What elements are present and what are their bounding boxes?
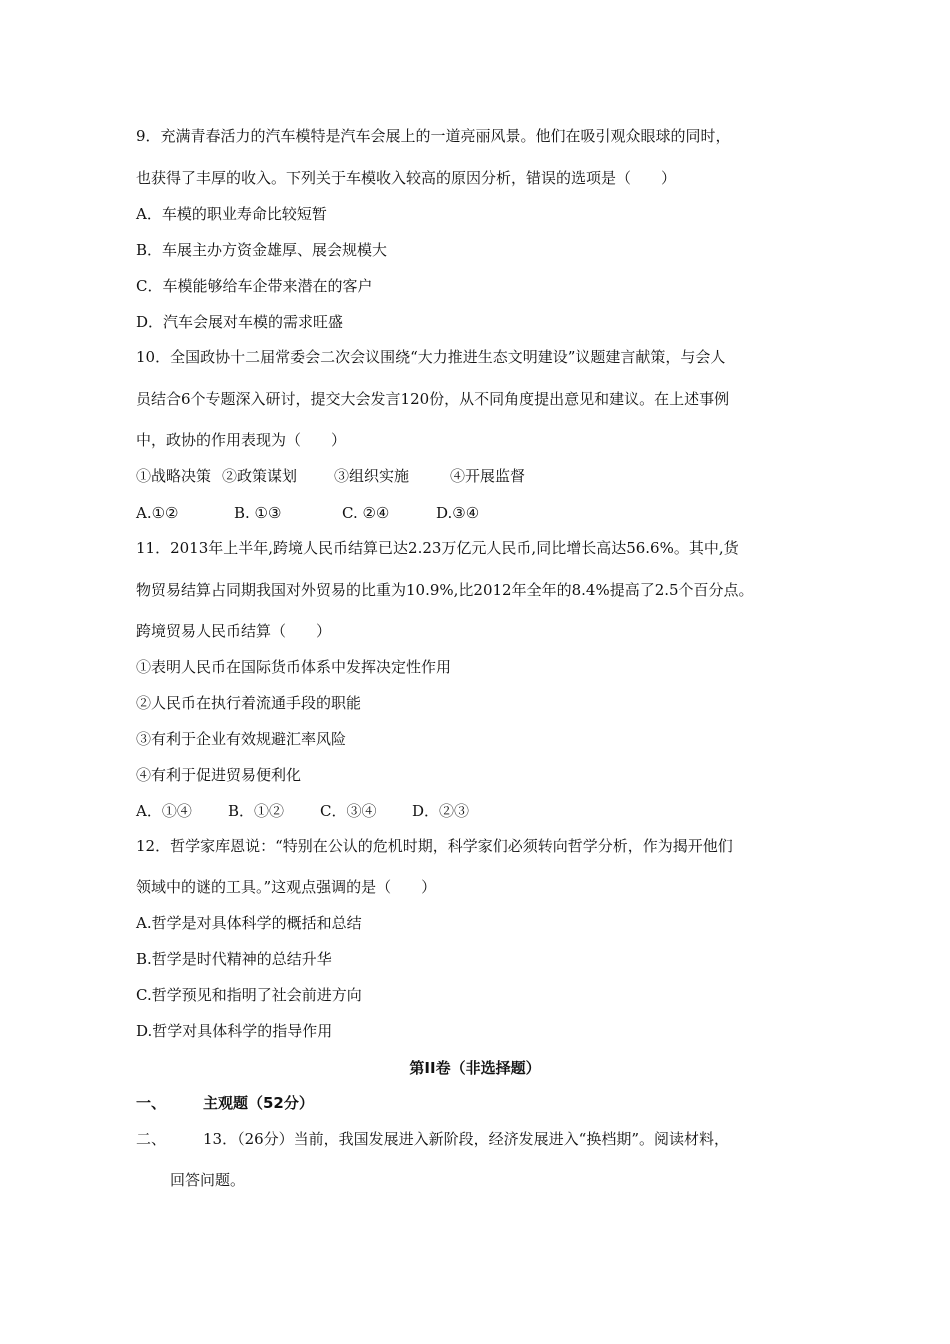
q10-item-3: ③组织实施	[334, 467, 410, 485]
q13-stem-line2: 回答问题。	[170, 1171, 246, 1189]
q13-stem-line1: 13．（26分）当前，我国发展进入新阶段，经济发展进入“换档期”。阅读材料，	[203, 1130, 730, 1148]
section-title: 第II卷（非选择题）	[409, 1059, 541, 1077]
q9-option-a: A．车模的职业寿命比较短暂	[136, 205, 327, 223]
q12-option-b: B.哲学是时代精神的总结升华	[136, 950, 332, 968]
q9-option-b: B．车展主办方资金雄厚、展会规模大	[136, 241, 388, 259]
q10-option-b: B. ①③	[234, 504, 282, 522]
q10-option-c: C. ②④	[342, 504, 390, 522]
q12-option-a: A.哲学是对具体科学的概括和总结	[136, 914, 362, 932]
q11-option-c: C．③④	[320, 802, 377, 820]
q10-stem-line3: 中，政协的作用表现为（ ）	[136, 431, 347, 449]
q10-stem-line1: 10．全国政协十二届常委会二次会议围绕“大力推进生态文明建设”议题建言献策，与会人	[136, 348, 726, 366]
part2-number: 二、	[136, 1130, 167, 1148]
q12-option-d: D.哲学对具体科学的指导作用	[136, 1022, 333, 1040]
q12-stem-line2: 领域中的谜的工具。”这观点强调的是（ ）	[136, 878, 437, 896]
q12-option-c: C.哲学预见和指明了社会前进方向	[136, 986, 362, 1004]
q11-item-1: ①表明人民币在国际货币体系中发挥决定性作用	[136, 658, 452, 676]
q11-item-3: ③有利于企业有效规避汇率风险	[136, 730, 347, 748]
q11-option-b: B．①②	[228, 802, 285, 820]
q10-options	[136, 503, 479, 523]
q11-item-4: ④有利于促进贸易便利化	[136, 766, 302, 784]
q9-stem-line1: 9．充满青春活力的汽车模特是汽车会展上的一道亮丽风景。他们在吸引观众眼球的同时，	[136, 127, 731, 145]
q10-items	[136, 466, 525, 486]
q10-item-2: ②政策谋划	[222, 467, 298, 485]
q9-option-d: D．汽车会展对车模的需求旺盛	[136, 313, 344, 331]
q12-stem-line1: 12．哲学家库恩说：“特别在公认的危机时期，科学家们必须转向哲学分析，作为揭开他们	[136, 837, 733, 855]
q10-item-1: ①战略决策	[136, 467, 212, 485]
q10-item-4: ④开展监督	[450, 467, 526, 485]
q10-stem-line2: 员结合6个专题深入研讨，提交大会发言120份，从不同角度提出意见和建议。在上述事例	[136, 390, 730, 408]
q9-option-c: C．车模能够给车企带来潜在的客户	[136, 277, 373, 295]
q11-options	[136, 801, 469, 821]
q11-stem-line1: 11．2013年上半年,跨境人民币结算已达2.23万亿元人民币,同比增长高达56.6%。其中,货	[136, 539, 739, 557]
q11-stem-line3: 跨境贸易人民币结算（ ）	[136, 622, 332, 640]
q11-option-d: D．②③	[412, 802, 470, 820]
q11-item-2: ②人民币在执行着流通手段的职能	[136, 694, 362, 712]
part1-number: 一、	[136, 1094, 167, 1112]
q10-option-d: D.③④	[436, 504, 480, 522]
q11-option-a: A．①④	[136, 802, 192, 820]
q10-option-a: A.①②	[136, 504, 179, 522]
q11-stem-line2: 物贸易结算占同期我国对外贸易的比重为10.9%,比2012年全年的8.4%提高了2.5个百分点。	[136, 581, 754, 599]
part1-heading: 主观题（52分）	[203, 1094, 314, 1112]
q9-stem-line2: 也获得了丰厚的收入。下列关于车模收入较高的原因分析，错误的选项是（ ）	[136, 169, 677, 187]
